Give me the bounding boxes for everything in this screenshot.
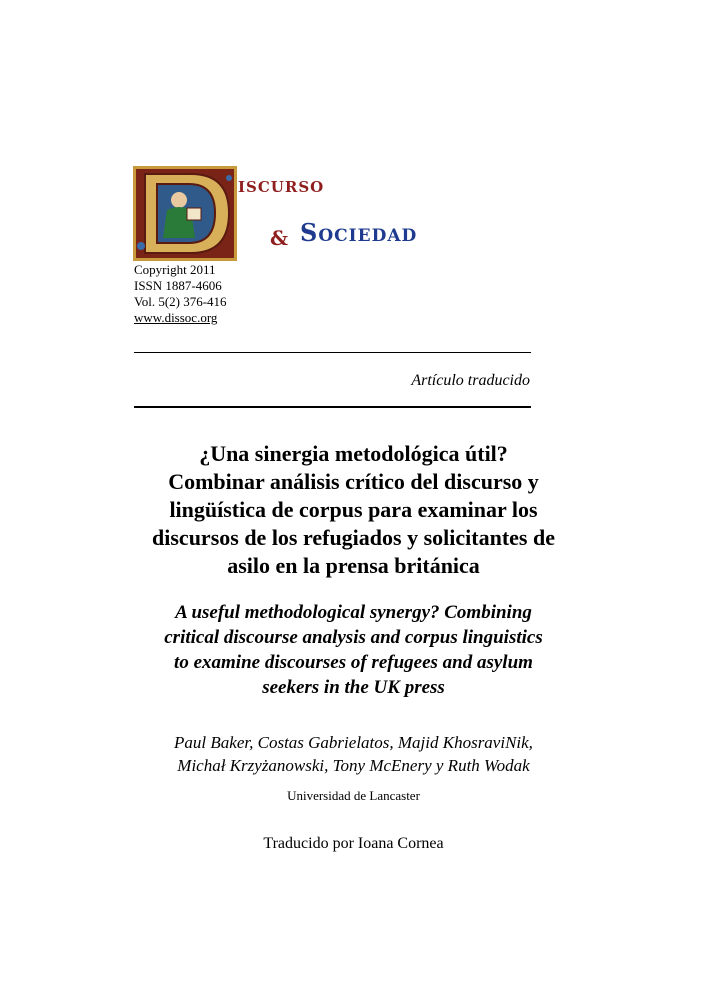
journal-metadata: [134, 262, 227, 326]
title-en-line: seekers in the UK press: [262, 677, 445, 698]
journal-logo-icon: [133, 166, 237, 261]
section-label: Artículo traducido: [411, 372, 530, 389]
title-es-line: lingüística de corpus para examinar los: [169, 497, 538, 522]
affiliation: Universidad de Lancaster: [287, 788, 420, 803]
title-es-line: ¿Una sinergia metodológica útil?: [199, 441, 508, 466]
journal-ampersand: &: [270, 226, 289, 250]
journal-name-part1: iscurso: [238, 172, 325, 198]
website-link[interactable]: www.dissoc.org: [134, 310, 218, 325]
title-es-line: Combinar análisis crítico del discurso y: [168, 469, 539, 494]
title-english: [130, 600, 577, 700]
translator-credit: Traducido por Ioana Cornea: [263, 835, 444, 852]
volume-line: Vol. 5(2) 376-416: [134, 294, 227, 309]
authors-line: Paul Baker, Costas Gabrielatos, Majid KhosraviNik,: [174, 733, 533, 752]
title-es-line: discursos de los refugiados y solicitantes de: [152, 525, 555, 550]
title-en-line: A useful methodological synergy? Combining: [175, 602, 532, 623]
issn-line: ISSN 1887-4606: [134, 278, 222, 293]
title-spanish: [120, 440, 587, 580]
journal-name-part2: Sociedad: [300, 218, 418, 247]
title-es-line: asilo en la prensa británica: [227, 553, 480, 578]
title-en-line: critical discourse analysis and corpus linguistics: [164, 627, 543, 648]
authors: [120, 731, 587, 777]
section-rule: [134, 406, 531, 408]
authors-line: Michał Krzyżanowski, Tony McEnery y Ruth Wodak: [177, 756, 530, 775]
top-rule: [134, 352, 531, 353]
copyright-line: Copyright 2011: [134, 262, 216, 277]
title-en-line: to examine discourses of refugees and asylum: [174, 652, 533, 673]
